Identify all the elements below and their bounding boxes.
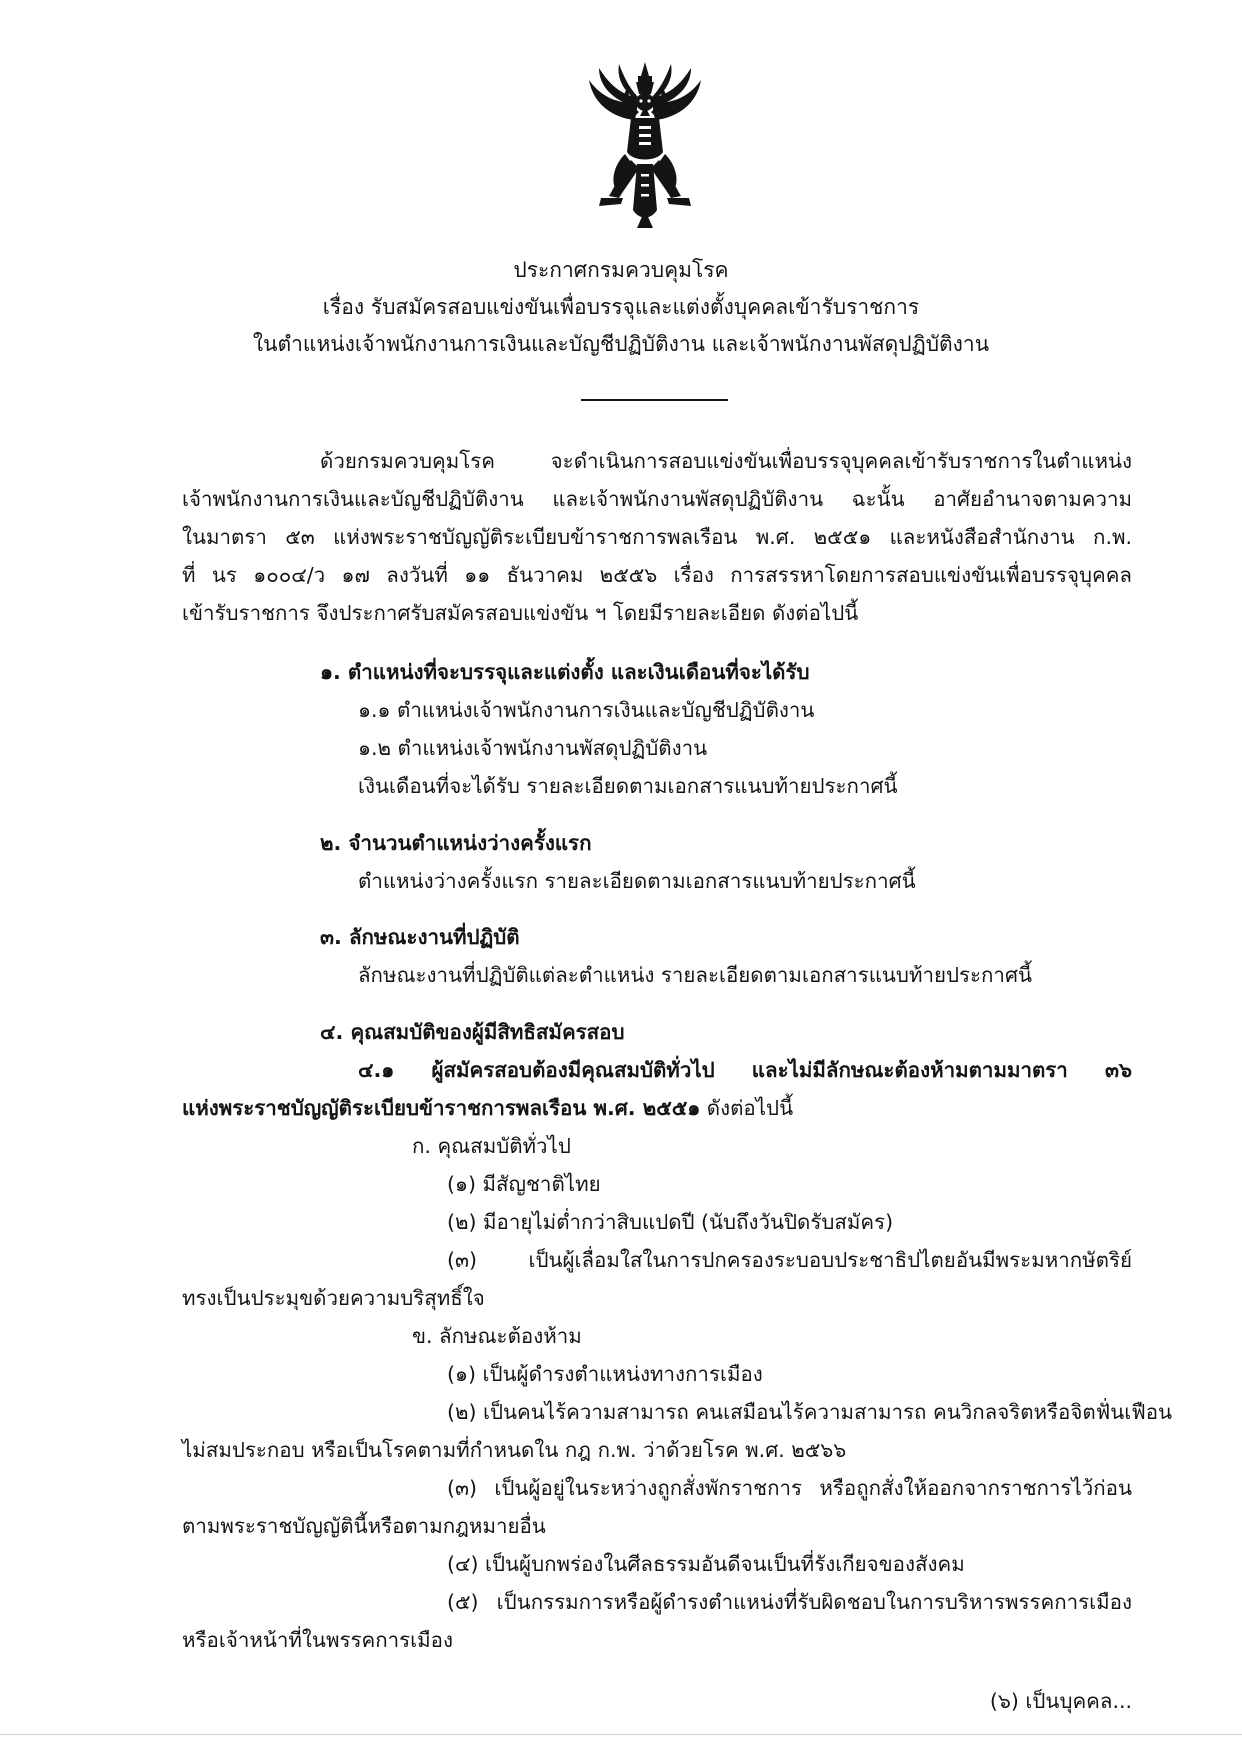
prohibition-2-cont: ไม่สมประกอบ หรือเป็นโรคตามที่กำหนดใน กฎ ก.พ. ว่าด้วยโรค พ.ศ. ๒๕๖๖ [182,1438,847,1462]
garuda-emblem-icon [585,60,705,230]
section-1-item-1: ๑.๑ ตำแหน่งเจ้าพนักงานการเงินและบัญชีปฏิบัติงาน [358,698,815,722]
section-4-1-tail: ดังต่อไปนี้ [700,1096,794,1120]
general-qualification-3-cont: ทรงเป็นประมุขด้วยความบริสุทธิ์ใจ [182,1286,485,1310]
announcement-subject: เรื่อง รับสมัครสอบแข่งขันเพื่อบรรจุและแต่งตั้งบุคคลเข้ารับราชการ [322,295,920,319]
section-2-text: ตำแหน่งว่างครั้งแรก รายละเอียดตามเอกสารแนบท้ายประกาศนี้ [358,869,916,893]
prohibition-1: (๑) เป็นผู้ดำรงตำแหน่งทางการเมือง [447,1362,763,1386]
general-qualification-2: (๒) มีอายุไม่ต่ำกว่าสิบแปดปี (นับถึงวันปิดรับสมัคร) [447,1210,894,1234]
prohibition-5: (๕) เป็นกรรมการหรือผู้ดำรงตำแหน่งที่รับผิดชอบในการบริหารพรรคการเมือง [447,1590,1132,1614]
section-1-salary: เงินเดือนที่จะได้รับ รายละเอียดตามเอกสารแนบท้ายประกาศนี้ [358,774,898,798]
intro-line-3: ในมาตรา ๕๓ แห่งพระราชบัญญัติระเบียบข้าราชการพลเรือน พ.ศ. ๒๕๕๑ และหนังสือสำนักงาน ก.พ. [182,525,1132,549]
section-4-1-line-1: ๔.๑ ผู้สมัครสอบต้องมีคุณสมบัติทั่วไป และไม่มีลักษณะต้องห้ามตามมาตรา ๓๖ [358,1058,1132,1082]
announcement-title: ประกาศกรมควบคุมโรค [513,258,729,282]
scan-bottom-edge [0,1734,1242,1735]
section-1-item-2: ๑.๒ ตำแหน่งเจ้าพนักงานพัสดุปฏิบัติงาน [358,736,708,760]
general-qualifications-heading: ก. คุณสมบัติทั่วไป [412,1134,571,1158]
general-qualification-1: (๑) มีสัญชาติไทย [447,1172,601,1196]
header-divider [581,399,728,401]
prohibition-5-cont: หรือเจ้าหน้าที่ในพรรคการเมือง [182,1628,453,1652]
section-3-heading: ๓. ลักษณะงานที่ปฏิบัติ [320,925,520,949]
prohibition-4: (๔) เป็นผู้บกพร่องในศีลธรรมอันดีจนเป็นที่รังเกียจของสังคม [447,1552,965,1576]
prohibition-3: (๓) เป็นผู้อยู่ในระหว่างถูกสั่งพักราชการ หรือถูกสั่งให้ออกจากราชการไว้ก่อน [447,1476,1132,1500]
continuation-marker: (๖) เป็นบุคคล... [989,1689,1132,1713]
prohibitions-heading: ข. ลักษณะต้องห้าม [412,1324,582,1348]
announcement-subject-line2: ในตำแหน่งเจ้าพนักงานการเงินและบัญชีปฏิบัติงาน และเจ้าพนักงานพัสดุปฏิบัติงาน [252,332,990,356]
intro-line-5: เข้ารับราชการ จึงประกาศรับสมัครสอบแข่งขัน ฯ โดยมีรายละเอียด ดังต่อไปนี้ [182,601,859,625]
section-4-1-act-name: แห่งพระราชบัญญัติระเบียบข้าราชการพลเรือน พ.ศ. ๒๕๕๑ [182,1096,701,1120]
prohibition-3-cont: ตามพระราชบัญญัตินี้หรือตามกฎหมายอื่น [182,1514,546,1538]
prohibition-2: (๒) เป็นคนไร้ความสามารถ คนเสมือนไร้ความสามารถ คนวิกลจริตหรือจิตฟั่นเฟือน [447,1400,1173,1424]
section-4-1-line-2 [182,1091,793,1125]
section-2-heading: ๒. จำนวนตำแหน่งว่างครั้งแรก [320,831,592,855]
intro-line-2: เจ้าพนักงานการเงินและบัญชีปฏิบัติงาน และเจ้าพนักงานพัสดุปฏิบัติงาน ฉะนั้น อาศัยอำนาจตามความ [182,487,1132,511]
intro-line-1: ด้วยกรมควบคุมโรค จะดำเนินการสอบแข่งขันเพื่อบรรจุบุคคลเข้ารับราชการในตำแหน่ง [320,449,1132,473]
general-qualification-3: (๓) เป็นผู้เลื่อมใสในการปกครองระบอบประชาธิปไตยอันมีพระมหากษัตริย์ [447,1248,1132,1272]
section-3-text: ลักษณะงานที่ปฏิบัติแต่ละตำแหน่ง รายละเอียดตามเอกสารแนบท้ายประกาศนี้ [358,963,1032,987]
intro-line-4: ที่ นร ๑๐๐๔/ว ๑๗ ลงวันที่ ๑๑ ธันวาคม ๒๕๕๖ เรื่อง การสรรหาโดยการสอบแข่งขันเพื่อบรรจุบุคคล [182,563,1132,587]
section-4-heading: ๔. คุณสมบัติของผู้มีสิทธิสมัครสอบ [320,1020,625,1044]
section-1-heading: ๑. ตำแหน่งที่จะบรรจุและแต่งตั้ง และเงินเดือนที่จะได้รับ [320,660,810,684]
